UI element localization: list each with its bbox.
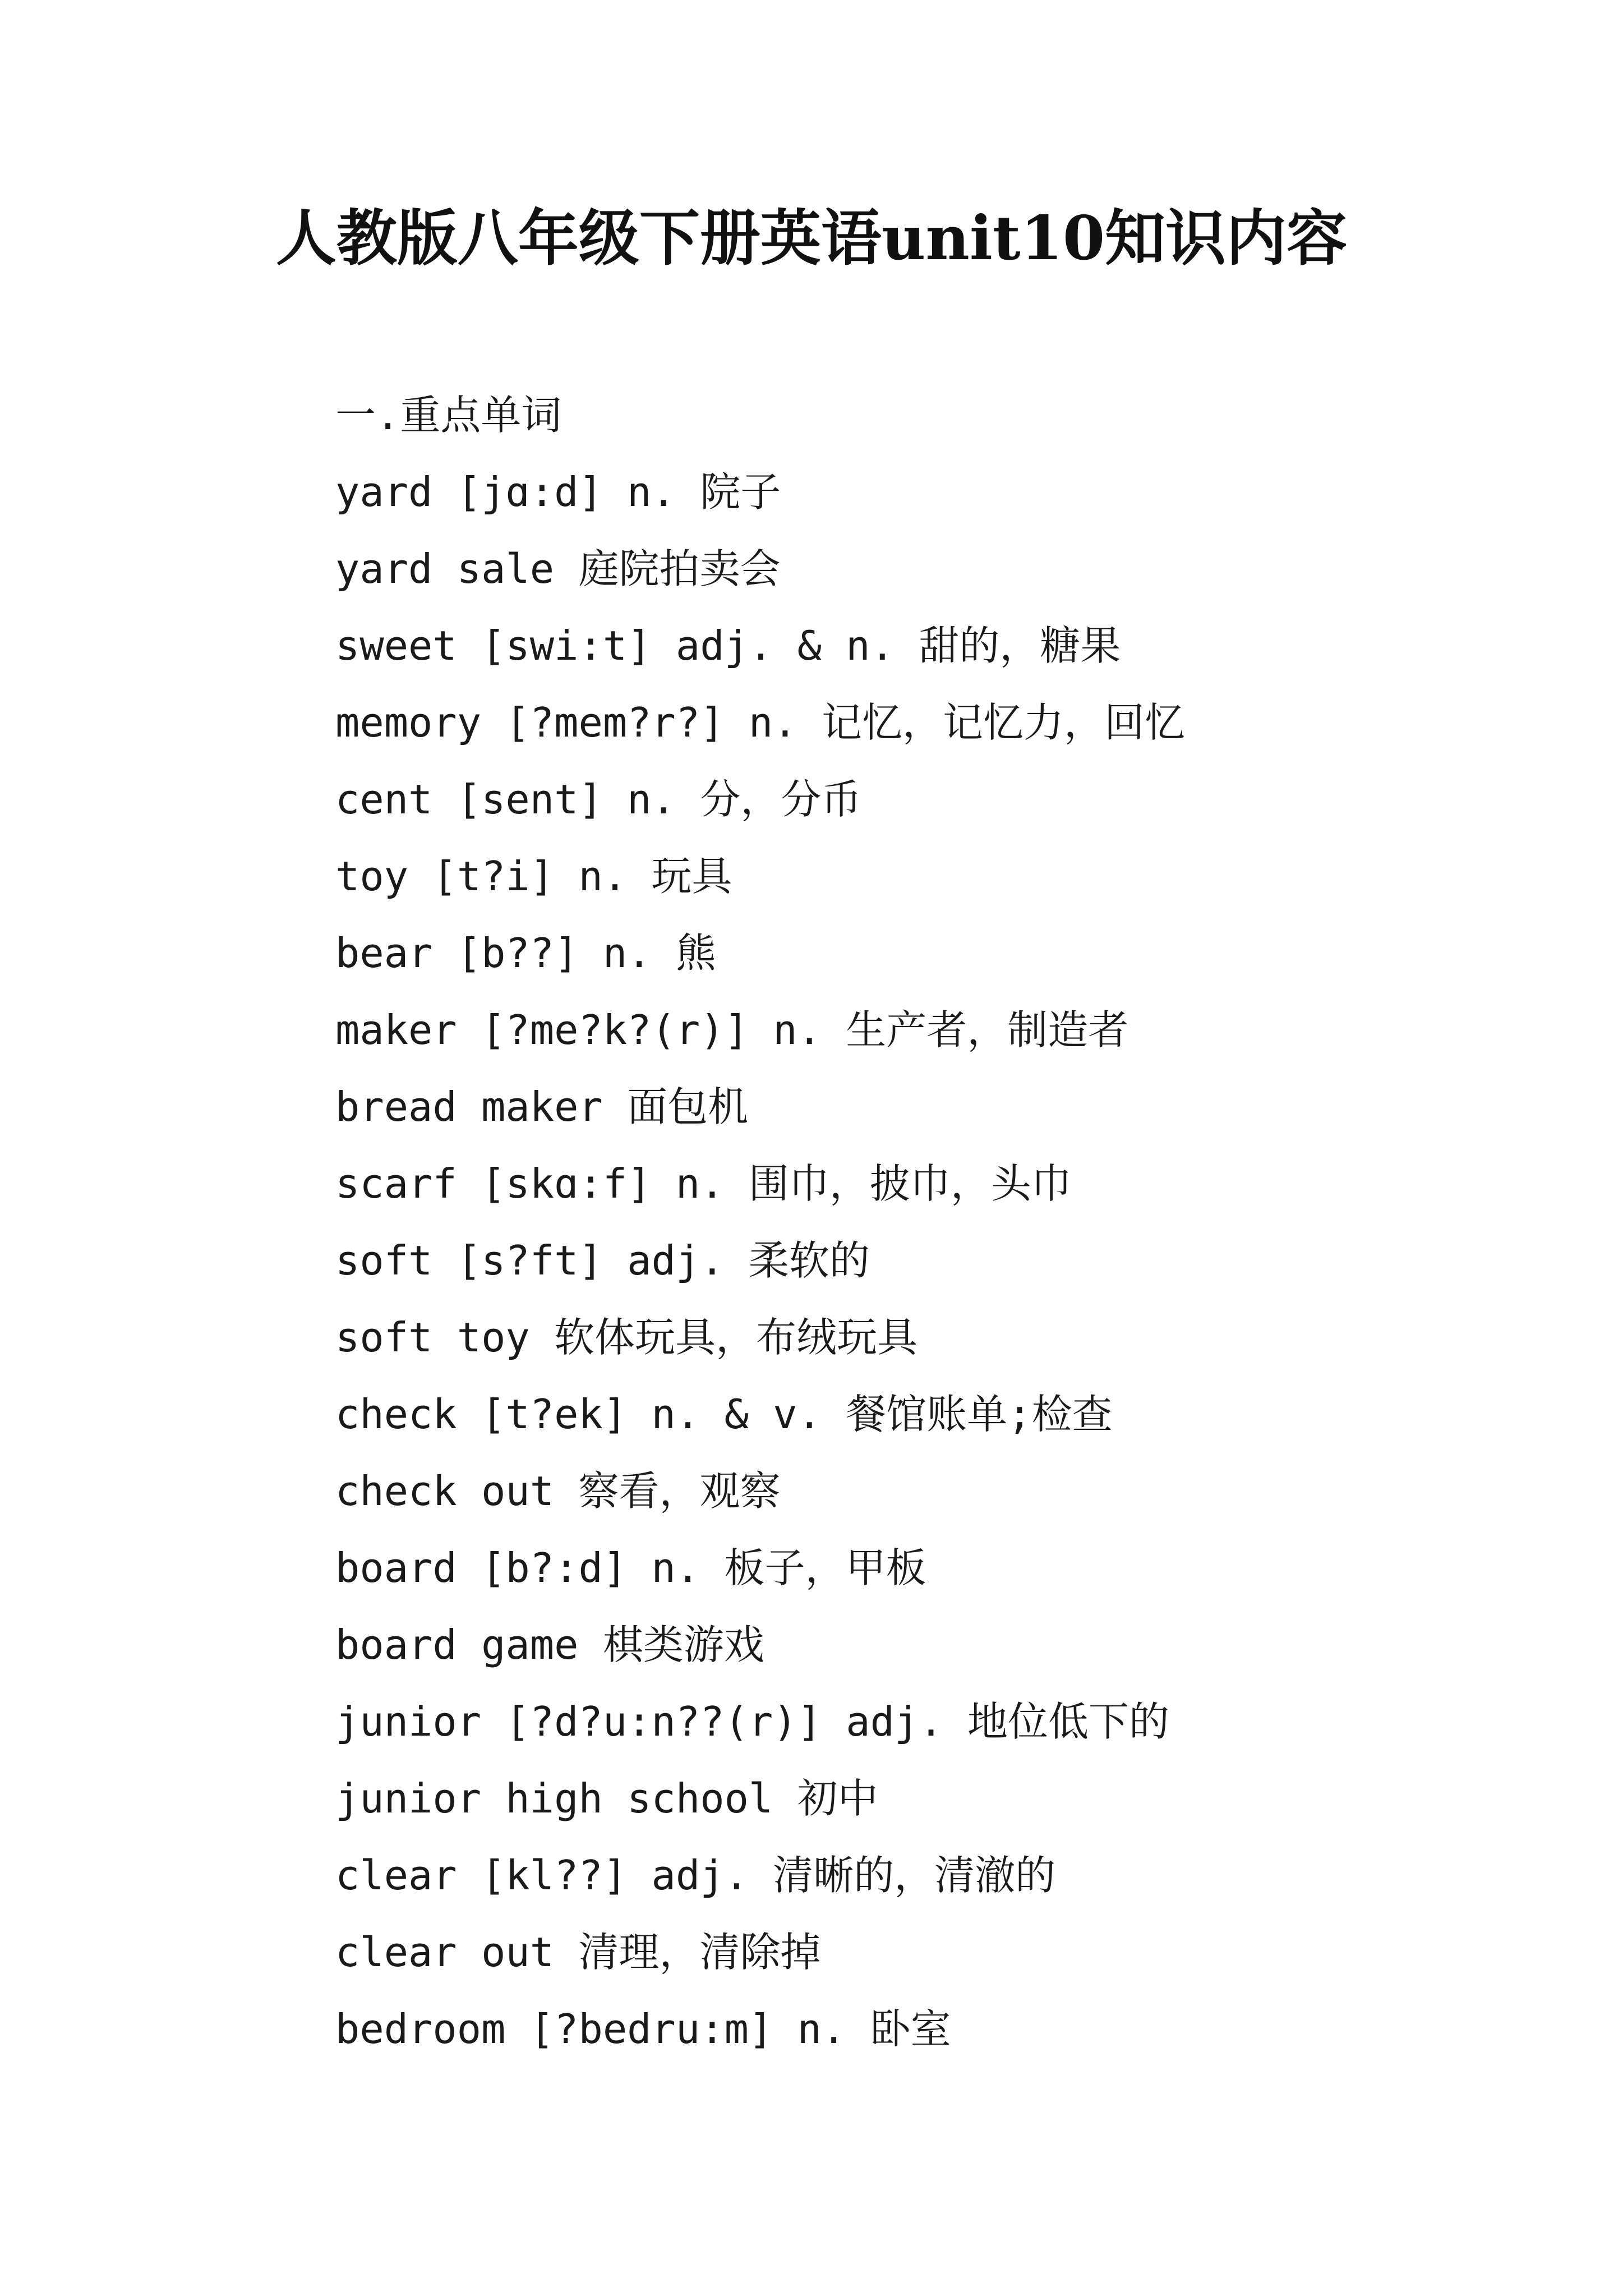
vocab-entry: yard [jɑ:d] n. 院子 — [335, 468, 781, 516]
vocab-entry: scarf [skɑ:f] n. 围巾，披巾，头巾 — [335, 1160, 1072, 1207]
vocab-entry: check [t?ek] n. & v. 餐馆账单;检查 — [335, 1391, 1113, 1438]
vocab-entry: board [b?:d] n. 板子，甲板 — [335, 1544, 926, 1591]
vocab-entry: toy [t?i] n. 玩具 — [335, 853, 732, 900]
vocabulary-section — [335, 377, 1513, 2068]
vocab-entry: junior high school 初中 — [335, 1775, 878, 1822]
document-title: 人教版八年级下册英语unit10知识内容 — [275, 203, 1348, 274]
vocab-entry: board game 棋类游戏 — [335, 1621, 764, 1668]
vocab-entry: bear [b??] n. 熊 — [335, 930, 716, 977]
vocab-entry: cent [sent] n. 分，分币 — [335, 776, 862, 823]
vocab-entry: check out 察看，观察 — [335, 1467, 781, 1515]
vocab-entry: junior [?d?u:n??(r)] adj. 地位低下的 — [335, 1698, 1170, 1745]
vocab-entry: soft toy 软体玩具，布绒玩具 — [335, 1314, 918, 1361]
vocab-entry: maker [?me?k?(r)] n. 生产者，制造者 — [335, 1006, 1129, 1053]
vocab-entry: bread maker 面包机 — [335, 1083, 749, 1130]
vocab-entry: sweet [swi:t] adj. & n. 甜的，糖果 — [335, 622, 1121, 669]
vocab-entry: clear [kl??] adj. 清晰的，清澈的 — [335, 1852, 1056, 1899]
vocab-entry: yard sale 庭院拍卖会 — [335, 545, 781, 592]
vocab-entry: clear out 清理，清除掉 — [335, 1929, 821, 1976]
section-heading: 一.重点单词 — [335, 392, 562, 439]
vocab-entry: soft [s?ft] adj. 柔软的 — [335, 1237, 870, 1284]
vocab-entry: memory [?mem?r?] n. 记忆，记忆力，回忆 — [335, 699, 1185, 746]
vocab-entry: bedroom [?bedru:m] n. 卧室 — [335, 2005, 951, 2053]
